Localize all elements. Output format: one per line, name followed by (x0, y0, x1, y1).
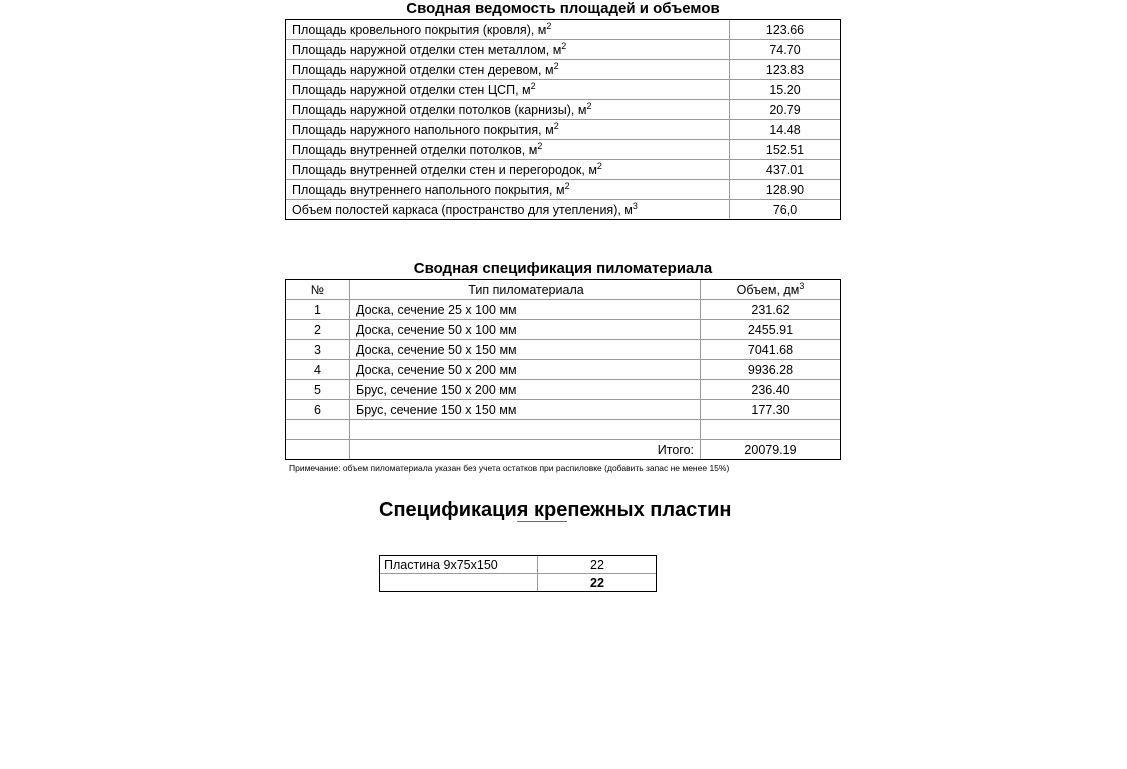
column-header-number: № (286, 280, 350, 300)
lumber-volume-cell: 7041.68 (701, 340, 841, 360)
lumber-volume-cell (701, 420, 841, 440)
lumber-number-cell: 2 (286, 320, 350, 340)
area-value-cell: 76,0 (730, 200, 841, 220)
areas-summary-block (285, 0, 841, 220)
table-row (286, 40, 841, 60)
lumber-number-cell: 6 (286, 400, 350, 420)
plate-name-cell: Пластина 9x75x150 (380, 556, 538, 574)
unit-superscript: 2 (586, 100, 592, 111)
plates-title-misspelled-segment: я кре (516, 499, 568, 521)
unit-superscript: 2 (596, 160, 602, 171)
table-row (286, 360, 841, 380)
area-label-cell: Площадь наружной отделки стен деревом, $м^2$ (286, 60, 730, 80)
lumber-number-cell: 4 (286, 360, 350, 380)
unit-superscript: 2 (564, 180, 570, 191)
area-label-cell: Площадь кровельного покрытия (кровля), $м^2$ (286, 20, 730, 40)
table-header-row (286, 280, 841, 300)
area-label-cell: Площадь внутренней отделки стен и перегородок, $м^2$ (286, 160, 730, 180)
area-value-cell: 20.79 (730, 100, 841, 120)
lumber-type-cell: Доска, сечение 50 х 200 мм (350, 360, 701, 380)
lumber-table (285, 279, 841, 460)
area-value-cell: 128.90 (730, 180, 841, 200)
lumber-type-cell: Брус, сечение 150 х 150 мм (350, 400, 701, 420)
areas-table-body (286, 20, 841, 220)
lumber-volume-cell: 177.30 (701, 400, 841, 420)
table-row (286, 200, 841, 220)
plates-spec-block (379, 498, 732, 592)
area-label-cell: Площадь наружной отделки стен металлом, $м^2$ (286, 40, 730, 60)
plate-count-cell: 22 (538, 556, 657, 574)
area-label-cell: Объем полостей каркаса (пространство для утепления), $м^3$ (286, 200, 730, 220)
areas-table-frame (285, 19, 841, 220)
table-row (286, 380, 841, 400)
area-value-cell: 15.20 (730, 80, 841, 100)
table-row (286, 100, 841, 120)
lumber-volume-cell: 231.62 (701, 300, 841, 320)
table-row (286, 340, 841, 360)
lumber-type-cell: Брус, сечение 150 х 200 мм (350, 380, 701, 400)
area-value-cell: 123.83 (730, 60, 841, 80)
unit-superscript: 2 (561, 40, 567, 51)
lumber-volume-cell: 236.40 (701, 380, 841, 400)
table-empty-row (286, 420, 841, 440)
lumber-type-cell: Доска, сечение 25 х 100 мм (350, 300, 701, 320)
area-value-cell: 14.48 (730, 120, 841, 140)
plates-table-frame (379, 555, 657, 592)
unit-superscript: 2 (537, 140, 543, 151)
table-total-row (286, 440, 841, 460)
area-label-cell: Площадь внутреннего напольного покрытия, $м^2$ (286, 180, 730, 200)
area-label-cell: Площадь наружного напольного покрытия, $м^2$ (286, 120, 730, 140)
table-row (286, 160, 841, 180)
table-row (286, 60, 841, 80)
plate-total-count: 22 (538, 574, 657, 592)
unit-superscript: 2 (546, 20, 552, 31)
lumber-total-label: Итого: (350, 440, 701, 460)
area-label-cell: Площадь внутренней отделки потолков, $м^2$ (286, 140, 730, 160)
plates-title-segment-3: пежных пластин (567, 499, 732, 521)
table-row (286, 400, 841, 420)
area-value-cell: 74.70 (730, 40, 841, 60)
area-value-cell: 437.01 (730, 160, 841, 180)
lumber-total-spacer (286, 440, 350, 460)
lumber-type-cell: Доска, сечение 50 х 100 мм (350, 320, 701, 340)
column-header-volume: Объем, $дм^3$ (701, 280, 841, 300)
lumber-spec-title: Сводная спецификация пиломатериала (413, 260, 713, 277)
lumber-spec-block (285, 260, 841, 474)
unit-superscript: 2 (530, 80, 536, 91)
table-row (286, 140, 841, 160)
lumber-volume-cell: 2455.91 (701, 320, 841, 340)
area-label-cell: Площадь наружной отделки потолков (карнизы), $м^2$ (286, 100, 730, 120)
lumber-volume-cell: 9936.28 (701, 360, 841, 380)
lumber-number-cell: 5 (286, 380, 350, 400)
unit-superscript: 3 (799, 280, 805, 291)
table-row (286, 300, 841, 320)
plate-total-label (380, 574, 538, 592)
lumber-total-value: 20079.19 (701, 440, 841, 460)
lumber-note: Примечание: объем пиломатериала указан без учета остатков при распиловке (добавить запас не менее 15%) (289, 463, 730, 473)
plates-title-segment-2: ци (492, 499, 517, 521)
lumber-type-cell (350, 420, 701, 440)
lumber-number-cell: 1 (286, 300, 350, 320)
table-row (286, 80, 841, 100)
table-total-row (380, 574, 657, 592)
lumber-table-body (286, 280, 841, 460)
unit-superscript: 2 (553, 60, 559, 71)
plates-title-segment-1: Специфика (379, 499, 493, 521)
unit-superscript: 2 (553, 120, 559, 131)
table-row (286, 120, 841, 140)
plates-table (379, 555, 657, 592)
areas-table (285, 19, 841, 220)
table-row (380, 556, 657, 574)
plates-table-body (380, 556, 657, 592)
table-row (286, 320, 841, 340)
area-value-cell: 123.66 (730, 20, 841, 40)
table-row (286, 180, 841, 200)
lumber-number-cell: 3 (286, 340, 350, 360)
plates-spec-title (379, 498, 732, 522)
lumber-number-cell (286, 420, 350, 440)
lumber-type-cell: Доска, сечение 50 х 150 мм (350, 340, 701, 360)
lumber-table-frame (285, 279, 841, 460)
area-label-cell: Площадь наружной отделки стен ЦСП, $м^2$ (286, 80, 730, 100)
unit-superscript: 3 (632, 200, 638, 211)
table-row (286, 20, 841, 40)
column-header-type: Тип пиломатериала (350, 280, 701, 300)
areas-summary-title: Сводная ведомость площадей и объемов (406, 0, 720, 17)
area-value-cell: 152.51 (730, 140, 841, 160)
